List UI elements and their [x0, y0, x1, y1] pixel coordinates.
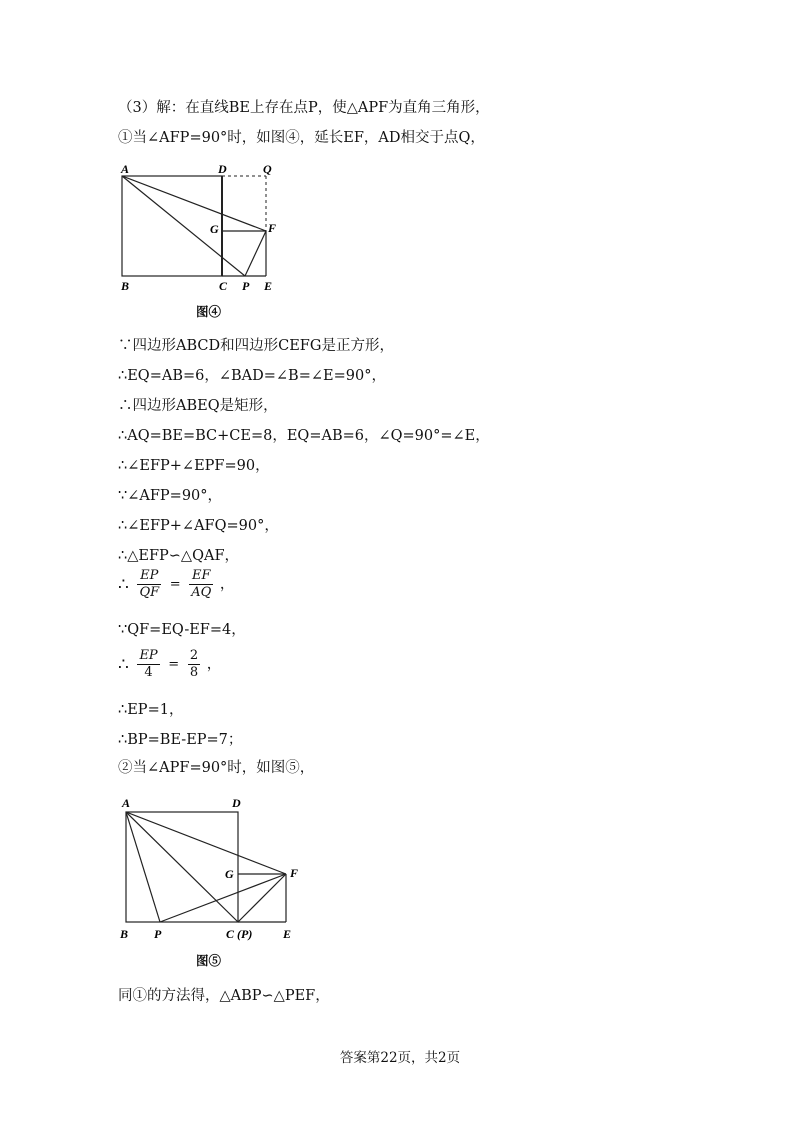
fraction-ep-qf [137, 568, 161, 601]
fig4-label-G: G [210, 222, 219, 236]
given-squares: ∵四边形ABCD和四边形CEFG是正方形， [118, 338, 394, 354]
step-angle-sum-2: ∴∠EFP+∠AFQ=90°， [118, 518, 279, 534]
fraction-2-8 [188, 648, 200, 681]
step-afp-right: ∵∠AFP=90°， [118, 488, 223, 504]
figure-4-diagram [112, 158, 292, 318]
step-aq-be: ∴AQ=BE=BC+CE=8，EQ=AB=6，∠Q=90°=∠E， [118, 428, 490, 444]
figure-5-caption: 图⑤ [196, 953, 222, 968]
equals-sign: = [168, 656, 180, 672]
step-bp-value: ∴BP=BE-EP=7； [118, 732, 243, 748]
fraction-denominator: 8 [189, 665, 199, 680]
fraction-numerator: EF [189, 568, 213, 585]
fraction-numerator: EP [137, 568, 161, 585]
fig5-label-C-P: C (P) [226, 927, 253, 941]
comma: ， [219, 576, 235, 593]
fig5-label-D: D [232, 796, 241, 810]
proportion-equation-1 [118, 568, 234, 601]
therefore-symbol: ∴ [118, 574, 129, 595]
fig5-label-E: E [283, 927, 292, 941]
fraction-numerator: EP [139, 648, 158, 663]
fraction-numerator: 2 [189, 648, 199, 663]
solution-part3-intro: （3）解：在直线BE上存在点P，使△APF为直角三角形， [118, 100, 490, 116]
step-qf-value: ∵QF=EQ-EF=4， [118, 622, 246, 638]
fig5-label-A: A [122, 796, 131, 810]
therefore-symbol: ∴ [118, 654, 129, 675]
case1-statement: ①当∠AFP=90°时，如图④，延长EF，AD相交于点Q， [118, 130, 485, 146]
fig5-label-F: F [290, 866, 299, 880]
equals-sign: = [169, 576, 181, 592]
step-similar-triangles: ∴△EFP∽△QAF， [118, 548, 239, 564]
fig5-label-P-prime: P [154, 927, 162, 941]
comma: ， [206, 656, 222, 673]
fig4-label-F: F [268, 221, 277, 235]
fig4-label-C: C [219, 279, 228, 293]
page-footer: 答案第22页，共2页 [339, 1050, 461, 1066]
figure-4-caption: 图④ [196, 304, 222, 319]
fig4-label-P: P [242, 279, 250, 293]
fraction-ep-4 [137, 648, 159, 681]
fig4-label-Q: Q [263, 162, 272, 176]
fraction-denominator: QF [139, 585, 160, 600]
case2-statement: ②当∠APF=90°时，如图⑤， [118, 760, 315, 776]
fig4-label-D: D [218, 162, 227, 176]
proportion-equation-2 [118, 648, 221, 681]
step-eq-ab: ∴EQ=AB=6，∠BAD=∠B=∠E=90°， [118, 368, 386, 384]
step-angle-sum: ∴∠EFP+∠EPF=90， [118, 458, 270, 474]
fig4-label-A: A [121, 162, 130, 176]
case2-similar-triangles: 同①的方法得，△ABP∽△PEF， [118, 988, 330, 1004]
fraction-ef-aq [189, 568, 213, 601]
fig5-label-B: B [120, 927, 129, 941]
fig4-label-B: B [121, 279, 130, 293]
figure-5 [112, 792, 312, 948]
fraction-denominator: 4 [144, 665, 153, 680]
fig5-label-G: G [225, 867, 234, 881]
fraction-denominator: AQ [191, 585, 212, 600]
figure-5-diagram [112, 792, 312, 948]
fig4-label-E: E [264, 279, 273, 293]
step-ep-value: ∴EP=1， [118, 702, 184, 718]
step-rectangle: ∴四边形ABEQ是矩形， [118, 398, 278, 414]
figure-4 [112, 158, 292, 318]
